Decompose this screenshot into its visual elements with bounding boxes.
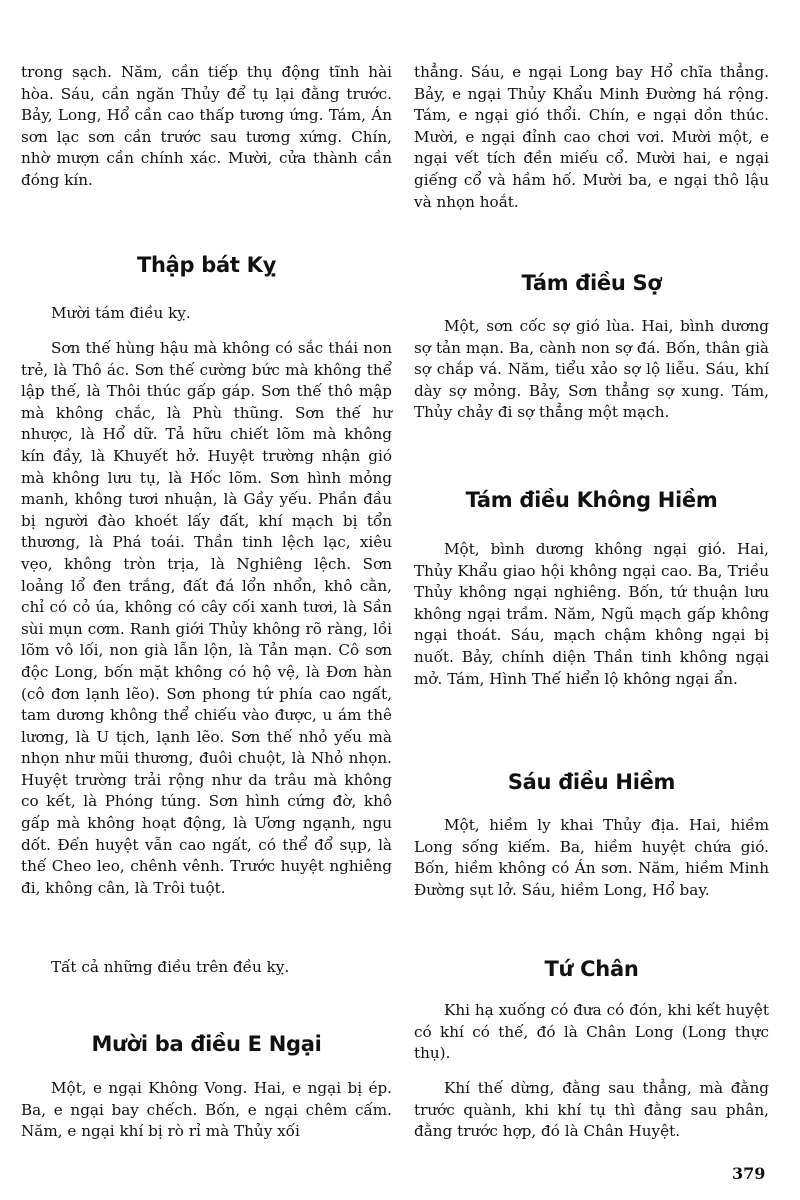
paragraph-closing: Tất cả những điều trên đều kỵ. <box>51 958 290 976</box>
heading-tam-dieu-so: Tám điều Sợ <box>521 271 662 295</box>
heading-sau-dieu-hiem: Sáu điều Hiềm <box>507 770 676 794</box>
paragraph-continuation: thẳng. Sáu, e ngại Long bay Hổ chĩa thẳng. Bảy, e ngại Thủy Khẩu Minh Đường há rộng. Tám, e ngại gió thổi. Chín, e ngại dồn thúc. Mười, e ngại đỉnh cao chơi vơi. Mười một, e ngại vết tích đền miếu cổ. Mười hai, e ngại giếng cổ và hầm hố. Mười ba, e ngại thô lậu và nhọn hoắt. <box>414 63 769 211</box>
heading-thap-bat-ky: Thập bát Kỵ <box>136 253 276 277</box>
heading-tam-dieu-khong-hiem: Tám điều Không Hiềm <box>465 488 718 512</box>
paragraph-so: Một, sơn cốc sợ gió lùa. Hai, bình dương sợ tản mạn. Ba, cành non sợ đá. Bốn, thân già sợ chắp vá. Năm, tiểu xảo sợ lộ liễu. Sáu, khí dày sợ mỏng. Bảy, Sơn thẳng sợ xung. Tám, Thủy chảy đi sợ thẳng một mạch. <box>414 317 769 422</box>
paragraph-hiem: Một, hiềm ly khai Thủy địa. Hai, hiềm Long sống kiếm. Ba, hiềm huyệt chứa gió. Bốn, hiềm không có Án sơn. Năm, hiềm Minh Đường sụt lở. Sáu, hiềm Long, Hổ bay. <box>414 816 769 899</box>
heading-muoi-ba-dieu-e-ngai: Mười ba điều E Ngại <box>91 1032 322 1056</box>
page-number: 379 <box>732 1164 766 1183</box>
paragraph-chan-huyet: Khí thế dừng, đằng sau thẳng, mà đằng trước quành, khi khí tụ thì đằng sau phân, đằng trước hợp, đó là Chân Huyệt. <box>414 1079 769 1141</box>
paragraph-chan-long: Khi hạ xuống có đưa có đón, khi kết huyệt có khí có thế, đó là Chân Long (Long thực thụ). <box>414 1001 769 1063</box>
paragraph-continuation: trong sạch. Năm, cần tiếp thụ động tĩnh hài hòa. Sáu, cần ngăn Thủy để tụ lại đằng trước. Bảy, Long, Hổ cần cao thấp tương ứng. Tám, Án sơn lạc sơn cần trước sau tương xứng. Chín, nhờ mượn cần chính xác. Mười, cửa thành cần đóng kín. <box>21 63 392 189</box>
paragraph-e-ngai: Một, e ngại Không Vong. Hai, e ngại bị ép. Ba, e ngại bay chếch. Bốn, e ngại chêm cấm. Năm, e ngại khí bị rò rỉ mà Thủy xối <box>21 1079 392 1141</box>
heading-tu-chan: Tứ Chân <box>544 957 639 981</box>
paragraph-intro: Mười tám điều kỵ. <box>51 304 191 322</box>
paragraph-ky-list: Sơn thế hùng hậu mà không có sắc thái non trẻ, là Thô ác. Sơn thế cường bức mà không thể lập thế, là Thôi thúc gấp gáp. Sơn thế thô mập mà không chắc, là Phù thũng. Sơn thế hư nhược, là Hổ dữ. Tả hữu chiết lõm mà không kín đầy, là Khuyết hở. Huyệt trường nhận gió mà không lưu tụ, là Hốc lõm. Sơn hình mỏng manh, không tươi nhuận, là Gầy yếu. Phần đầu bị người đào khoét lấy đất, khí mạch bị tổn thương, là Phá toái. Thần tinh lệch lạc, xiêu vẹo, không tròn trịa, là Nghiêng lệch. Sơn loảng lổ đen trắng, đất đá lổn nhổn, khô cằn, chỉ có cỏ úa, không có cây cối xanh tươi, là Sần sùi mụn cơm. Ranh giới Thủy không rõ ràng, lồi lõm vô lối, non già lẫn lộn, là Tản mạn. Cô sơn độc Long, bốn mặt không có hộ vệ, là Đơn hàn (cô đơn lạnh lẽo). Sơn phong tứ phía cao ngất, tam dương không thể chiếu vào được, u ám thê lương, là U tịch, lạnh lẽo. Sơn thế nhỏ yếu mà nhọn như mũi thương, đuôi chuột, là Nhỏ nhọn. Huyệt trường trải rộng như da trâu mà không co kết, là Phóng túng. Sơn hình cứng đờ, khô gấp mà không hoạt động, là Ương ngạnh, ngu dốt. Đến huyệt vẫn cao ngất, có thể đổ sụp, là thế Cheo leo, chênh vênh. Trước huyệt nghiêng đi, không cân, là Trôi tuột. <box>21 339 392 897</box>
paragraph-khong-hiem: Một, bình dương không ngại gió. Hai, Thủy Khẩu giao hội không ngại cao. Ba, Triều Thủy không ngại nghiêng. Bốn, tứ thuận lưu không ngại trầm. Năm, Ngũ mạch gấp không ngại thoát. Sáu, mạch chậm không ngại bị nuốt. Bảy, chính diện Thần tinh không ngại mở. Tám, Hình Thế hiển lộ không ngại ẩn. <box>414 540 769 688</box>
